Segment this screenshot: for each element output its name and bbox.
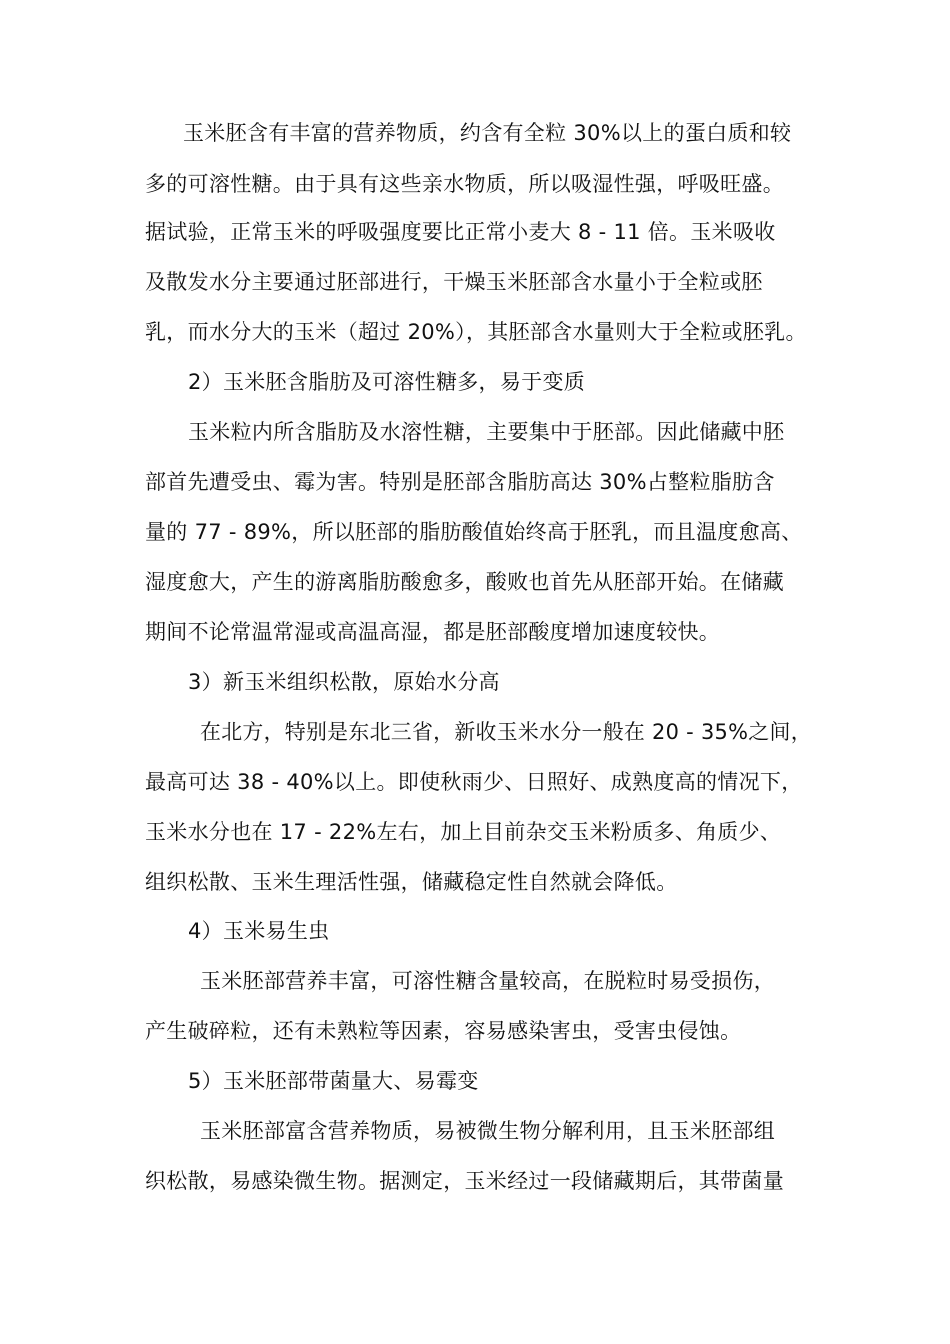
text-line: 最高可达 38 - 40%以上。即使秋雨少、日照好、成熟度高的情况下， <box>145 770 803 794</box>
text-line: 在北方，特别是东北三省，新收玉米水分一般在 20 - 35%之间， <box>200 720 812 744</box>
text-line: 玉米粒内所含脂肪及水溶性糖，主要集中于胚部。因此储藏中胚 <box>188 420 785 444</box>
text-line: 玉米胚部富含营养物质，易被微生物分解利用，且玉米胚部组 <box>200 1119 776 1143</box>
section-heading: 3）新玉米组织松散，原始水分高 <box>188 670 500 694</box>
text-line: 据试验，正常玉米的呼吸强度要比正常小麦大 8 - 11 倍。玉米吸收 <box>145 220 776 244</box>
text-line: 织松散，易感染微生物。据测定，玉米经过一段储藏期后，其带菌量 <box>145 1169 784 1193</box>
text-line: 组织松散、玉米生理活性强，储藏稳定性自然就会降低。 <box>145 870 678 894</box>
text-line: 玉米水分也在 17 - 22%左右，加上目前杂交玉米粉质多、角质少、 <box>145 820 782 844</box>
text-line: 及散发水分主要通过胚部进行，干燥玉米胚部含水量小于全粒或胚 <box>145 270 763 294</box>
section-heading: 4）玉米易生虫 <box>188 919 330 943</box>
section-heading: 2）玉米胚含脂肪及可溶性糖多，易于变质 <box>188 370 586 394</box>
text-line: 玉米胚部营养丰富，可溶性糖含量较高，在脱粒时易受损伤， <box>200 969 776 993</box>
text-line: 部首先遭受虫、霉为害。特别是胚部含脂肪高达 30%占整粒脂肪含 <box>145 470 775 494</box>
text-line: 多的可溶性糖。由于具有这些亲水物质，所以吸湿性强，呼吸旺盛。 <box>145 172 784 196</box>
text-line: 量的 77 - 89%，所以胚部的脂肪酸值始终高于胚乳，而且温度愈高、 <box>145 520 803 544</box>
text-line: 期间不论常温常湿或高温高湿，都是胚部酸度增加速度较快。 <box>145 620 721 644</box>
text-line: 产生破碎粒，还有未熟粒等因素，容易感染害虫，受害虫侵蚀。 <box>145 1019 742 1043</box>
text-line: 玉米胚含有丰富的营养物质，约含有全粒 30%以上的蛋白质和较 <box>183 121 792 145</box>
section-heading: 5）玉米胚部带菌量大、易霉变 <box>188 1069 479 1093</box>
text-line: 乳，而水分大的玉米（超过 20%），其胚部含水量则大于全粒或胚乳。 <box>145 320 807 344</box>
text-line: 湿度愈大，产生的游离脂肪酸愈多，酸败也首先从胚部开始。在储藏 <box>145 570 784 594</box>
